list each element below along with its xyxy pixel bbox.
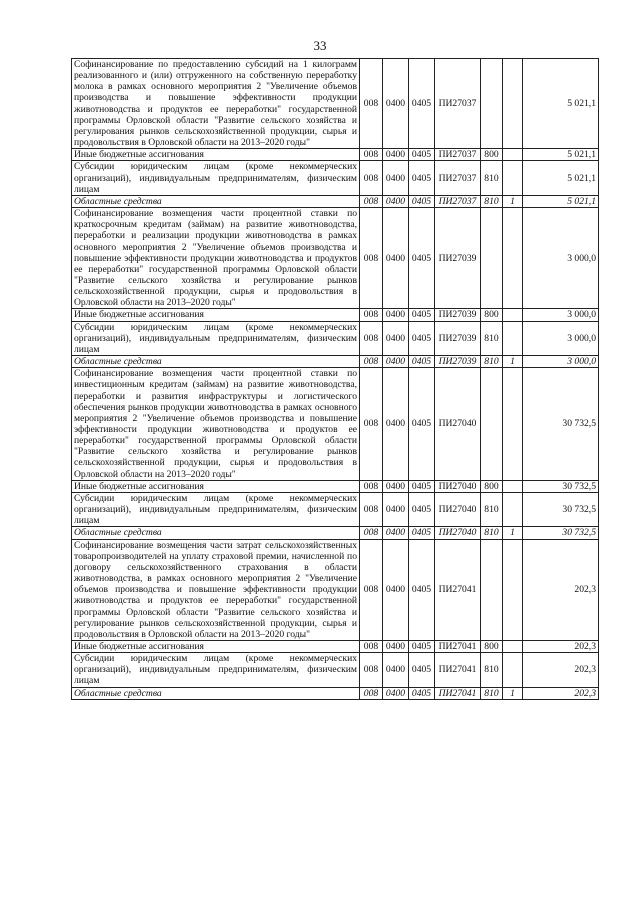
row-src-cell: 1 — [503, 356, 523, 368]
row-sum-cell: 3 000,0 — [523, 309, 599, 321]
row-vr-cell: 800 — [481, 309, 503, 321]
row-name-cell: Софинансирование возмещения части процентной ставки по краткосрочным кредитам (займам) на развитие животноводства, переработки и реализации продукции животноводства в рамках основного мероприятия 2 "Увеличение объемов производства и повышение эффективности продукции животноводства и продуктов ее переработки" государственной программы Орловской области "Развитие сельского хозяйства и регулирование рынков сельскохозяйственной продукции, сырья и продовольствия в Орловской области на 2013–2020 годы" — [72, 208, 360, 309]
row-pr-cell: 0405 — [409, 59, 435, 149]
table-row — [72, 527, 599, 539]
row-rz-cell: 0400 — [383, 480, 409, 492]
row-rz-cell: 0400 — [383, 653, 409, 687]
row-src-cell — [503, 653, 523, 687]
row-rz-cell: 0400 — [383, 527, 409, 539]
table-row — [72, 195, 599, 207]
row-src-cell: 1 — [503, 527, 523, 539]
row-vr-cell: 810 — [481, 356, 503, 368]
row-rz-cell: 0400 — [383, 59, 409, 149]
row-ved-cell: 008 — [360, 195, 383, 207]
row-ved-cell: 008 — [360, 309, 383, 321]
row-cs-cell: ПИ27041 — [435, 687, 481, 699]
row-vr-cell — [481, 208, 503, 309]
row-rz-cell: 0400 — [383, 356, 409, 368]
table-row — [72, 356, 599, 368]
table-row — [72, 161, 599, 195]
row-sum-cell: 5 021,1 — [523, 195, 599, 207]
row-cs-cell: ПИ27040 — [435, 527, 481, 539]
row-sum-cell: 3 000,0 — [523, 321, 599, 355]
row-pr-cell: 0405 — [409, 208, 435, 309]
row-name-cell: Иные бюджетные ассигнования — [72, 640, 360, 652]
row-vr-cell — [481, 539, 503, 640]
row-cs-cell: ПИ27041 — [435, 653, 481, 687]
row-name-cell: Софинансирование возмещения части затрат сельскохозяйственных товаропроизводителей на уплату страховой премии, начисленной по договору сельскохозяйственного страхования в области животноводства, в рамках основного мероприятия 2 "Увеличение объемов производства и повышение эффективности продукции животноводства и продуктов ее переработки" государственной программы Орловской области "Развитие сельского хозяйства и регулирование рынков сельскохозяйственной продукции, сырья и продовольствия в Орловской области на 2013–2020 годы" — [72, 539, 360, 640]
row-ved-cell: 008 — [360, 653, 383, 687]
row-cs-cell: ПИ27037 — [435, 59, 481, 149]
row-sum-cell: 30 732,5 — [523, 368, 599, 481]
row-cs-cell: ПИ27039 — [435, 208, 481, 309]
row-src-cell — [503, 161, 523, 195]
row-src-cell — [503, 309, 523, 321]
row-src-cell: 1 — [503, 687, 523, 699]
row-pr-cell: 0405 — [409, 687, 435, 699]
row-vr-cell: 810 — [481, 492, 503, 526]
row-vr-cell: 810 — [481, 161, 503, 195]
row-name-cell: Софинансирование по предоставлению субсидий на 1 килограмм реализованного и (или) отгруженного на собственную переработку молока в рамках основного мероприятия 2 "Увеличение объемов производства и повышение эффективности продукции животноводства и продуктов ее переработки" государственной программы Орловской области "Развитие сельского хозяйства и регулирования рынков сельскохозяйственной продукции, сырья и продовольствия в Орловской области на 2013–2020 годы" — [72, 59, 360, 149]
row-rz-cell: 0400 — [383, 161, 409, 195]
row-vr-cell: 800 — [481, 149, 503, 161]
row-src-cell — [503, 640, 523, 652]
row-pr-cell: 0405 — [409, 480, 435, 492]
row-rz-cell: 0400 — [383, 368, 409, 481]
row-rz-cell: 0400 — [383, 321, 409, 355]
row-src-cell — [503, 539, 523, 640]
table-row — [72, 149, 599, 161]
row-ved-cell: 008 — [360, 368, 383, 481]
row-ved-cell: 008 — [360, 149, 383, 161]
table-row — [72, 687, 599, 699]
row-name-cell: Иные бюджетные ассигнования — [72, 480, 360, 492]
row-src-cell: 1 — [503, 195, 523, 207]
row-rz-cell: 0400 — [383, 208, 409, 309]
table-row — [72, 480, 599, 492]
row-ved-cell: 008 — [360, 161, 383, 195]
row-cs-cell: ПИ27037 — [435, 161, 481, 195]
row-pr-cell: 0405 — [409, 356, 435, 368]
row-pr-cell: 0405 — [409, 640, 435, 652]
row-cs-cell: ПИ27039 — [435, 309, 481, 321]
row-ved-cell: 008 — [360, 480, 383, 492]
row-sum-cell: 202,3 — [523, 640, 599, 652]
row-ved-cell: 008 — [360, 640, 383, 652]
table-row — [72, 368, 599, 481]
row-pr-cell: 0405 — [409, 368, 435, 481]
row-src-cell — [503, 208, 523, 309]
row-name-cell: Иные бюджетные ассигнования — [72, 309, 360, 321]
budget-table-body — [72, 59, 599, 700]
row-sum-cell: 30 732,5 — [523, 527, 599, 539]
row-vr-cell: 810 — [481, 195, 503, 207]
row-ved-cell: 008 — [360, 59, 383, 149]
row-vr-cell — [481, 59, 503, 149]
row-pr-cell: 0405 — [409, 653, 435, 687]
row-sum-cell: 202,3 — [523, 687, 599, 699]
row-rz-cell: 0400 — [383, 687, 409, 699]
row-rz-cell: 0400 — [383, 309, 409, 321]
row-src-cell — [503, 149, 523, 161]
row-cs-cell: ПИ27040 — [435, 492, 481, 526]
table-row — [72, 321, 599, 355]
row-name-cell: Областные средства — [72, 195, 360, 207]
row-sum-cell: 30 732,5 — [523, 492, 599, 526]
row-ved-cell: 008 — [360, 356, 383, 368]
row-name-cell: Областные средства — [72, 687, 360, 699]
row-pr-cell: 0405 — [409, 195, 435, 207]
row-vr-cell: 800 — [481, 640, 503, 652]
row-pr-cell: 0405 — [409, 161, 435, 195]
row-src-cell — [503, 492, 523, 526]
row-pr-cell: 0405 — [409, 527, 435, 539]
row-rz-cell: 0400 — [383, 195, 409, 207]
table-row — [72, 539, 599, 640]
row-vr-cell: 810 — [481, 687, 503, 699]
row-rz-cell: 0400 — [383, 640, 409, 652]
page-number: 33 — [313, 38, 327, 53]
table-row — [72, 309, 599, 321]
row-pr-cell: 0405 — [409, 321, 435, 355]
row-ved-cell: 008 — [360, 321, 383, 355]
row-ved-cell: 008 — [360, 492, 383, 526]
row-cs-cell: ПИ27037 — [435, 195, 481, 207]
table-row — [72, 653, 599, 687]
row-cs-cell: ПИ27037 — [435, 149, 481, 161]
row-rz-cell: 0400 — [383, 149, 409, 161]
row-vr-cell: 800 — [481, 480, 503, 492]
row-name-cell: Иные бюджетные ассигнования — [72, 149, 360, 161]
row-ved-cell: 008 — [360, 687, 383, 699]
row-ved-cell: 008 — [360, 527, 383, 539]
row-sum-cell: 202,3 — [523, 653, 599, 687]
row-pr-cell: 0405 — [409, 539, 435, 640]
row-sum-cell: 3 000,0 — [523, 208, 599, 309]
budget-table — [71, 58, 599, 700]
row-name-cell: Областные средства — [72, 356, 360, 368]
row-name-cell: Субсидии юридическим лицам (кроме некоммерческих организаций), индивидуальным предпринимателям, физическим лицам — [72, 653, 360, 687]
table-row — [72, 208, 599, 309]
row-src-cell — [503, 321, 523, 355]
row-sum-cell: 5 021,1 — [523, 59, 599, 149]
row-sum-cell: 3 000,0 — [523, 356, 599, 368]
row-vr-cell: 810 — [481, 653, 503, 687]
row-vr-cell: 810 — [481, 527, 503, 539]
row-src-cell — [503, 480, 523, 492]
table-row — [72, 492, 599, 526]
row-cs-cell: ПИ27039 — [435, 321, 481, 355]
row-sum-cell: 30 732,5 — [523, 480, 599, 492]
row-src-cell — [503, 59, 523, 149]
row-ved-cell: 008 — [360, 208, 383, 309]
table-row — [72, 640, 599, 652]
row-rz-cell: 0400 — [383, 492, 409, 526]
row-pr-cell: 0405 — [409, 492, 435, 526]
row-name-cell: Субсидии юридическим лицам (кроме некоммерческих организаций), индивидуальным предпринимателям, физическим лицам — [72, 161, 360, 195]
row-name-cell: Субсидии юридическим лицам (кроме некоммерческих организаций), индивидуальным предпринимателям, физическим лицам — [72, 321, 360, 355]
row-cs-cell: ПИ27041 — [435, 539, 481, 640]
row-pr-cell: 0405 — [409, 149, 435, 161]
row-cs-cell: ПИ27041 — [435, 640, 481, 652]
row-cs-cell: ПИ27039 — [435, 356, 481, 368]
row-sum-cell: 5 021,1 — [523, 149, 599, 161]
table-row — [72, 59, 599, 149]
row-pr-cell: 0405 — [409, 309, 435, 321]
row-sum-cell: 5 021,1 — [523, 161, 599, 195]
row-src-cell — [503, 368, 523, 481]
row-ved-cell: 008 — [360, 539, 383, 640]
row-vr-cell: 810 — [481, 321, 503, 355]
row-rz-cell: 0400 — [383, 539, 409, 640]
row-name-cell: Субсидии юридическим лицам (кроме некоммерческих организаций), индивидуальным предпринимателям, физическим лицам — [72, 492, 360, 526]
row-name-cell: Областные средства — [72, 527, 360, 539]
row-sum-cell: 202,3 — [523, 539, 599, 640]
row-cs-cell: ПИ27040 — [435, 368, 481, 481]
row-vr-cell — [481, 368, 503, 481]
row-name-cell: Софинансирование возмещения части процентной ставки по инвестиционным кредитам (займам) на развитие животноводства, переработки и развития инфраструктуры и логистического обеспечения рынков продукции животноводства в рамках основного мероприятия 2 "Увеличение объемов производства и повышение эффективности продукции животноводства и продуктов ее переработки" государственной программы Орловской области "Развитие сельского хозяйства и регулирование рынков сельскохозяйственной продукции, сырья и продовольствия в Орловской области на 2013–2020 годы" — [72, 368, 360, 481]
row-cs-cell: ПИ27040 — [435, 480, 481, 492]
